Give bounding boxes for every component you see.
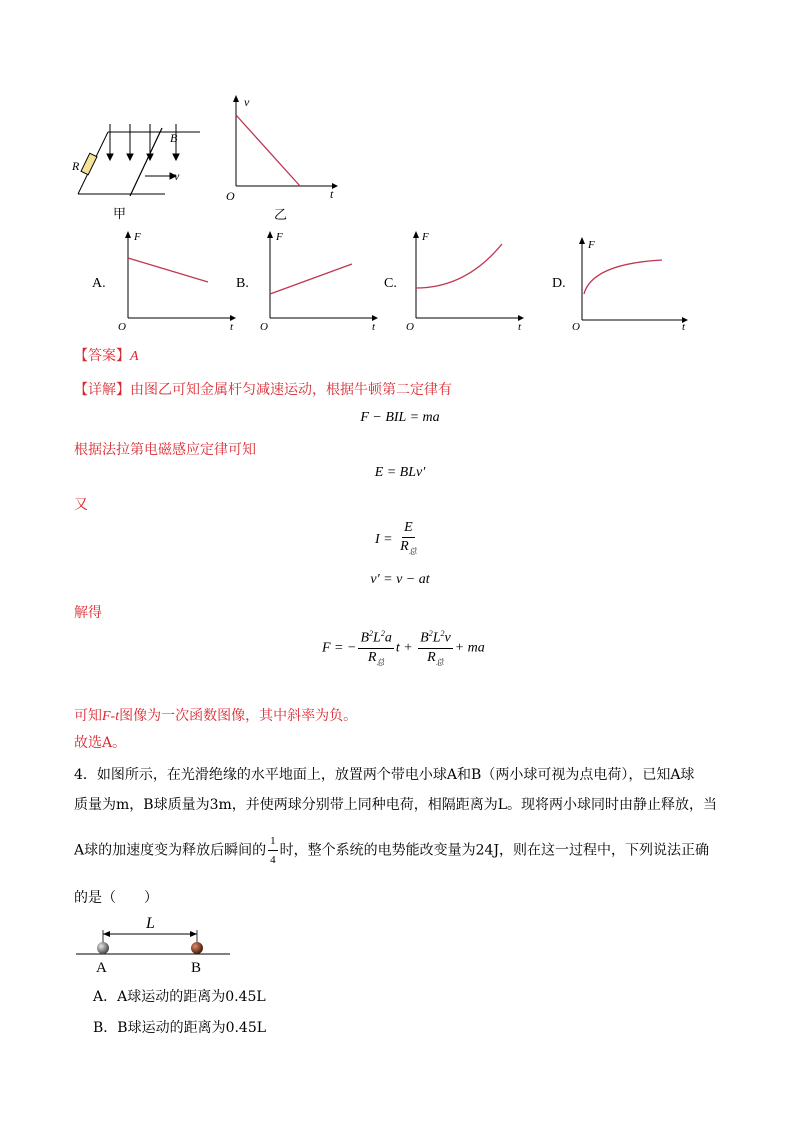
choice-a: A．A球运动的距离为0.45L	[93, 989, 266, 1005]
circuit-diagram	[70, 118, 210, 198]
question-line-4: 的是（ ）	[74, 890, 158, 906]
label-r: R	[72, 159, 80, 173]
choice-b: B．B球运动的距离为0.45L	[93, 1020, 267, 1036]
detail-choose: 故选A。	[74, 735, 127, 751]
answer-tag: 【答案】	[74, 348, 130, 364]
ball-a	[97, 942, 109, 954]
axis-v: v	[244, 95, 250, 109]
option-d-graph	[572, 234, 696, 334]
answer-line	[74, 345, 139, 365]
detail-faraday: 根据法拉第电磁感应定律可知	[74, 442, 256, 458]
option-b-letter: B.	[236, 276, 249, 291]
label-a: A	[96, 960, 107, 976]
svg-text:t: t	[682, 321, 686, 333]
question-number: 4．	[74, 767, 97, 783]
option-d	[552, 234, 702, 334]
detail-intro-line	[74, 379, 452, 399]
svg-text:O: O	[572, 321, 580, 333]
label-v: v	[174, 169, 180, 183]
option-a	[92, 228, 242, 333]
detail-intro: 由图乙可知金属杆匀减速运动，根据牛顿第二定律有	[130, 382, 452, 398]
label-ball-b: B	[191, 960, 202, 976]
svg-text:t: t	[518, 321, 522, 333]
option-a-letter: A.	[92, 276, 106, 291]
equation-newton: F − BIL = ma	[360, 410, 440, 425]
origin-o: O	[226, 189, 235, 202]
question-line-2: 质量为m，B球质量为3m，并使两球分别带上同种电荷，相隔距离为L。现将两小球同时由静止释放，当	[74, 797, 718, 813]
option-b	[236, 228, 386, 333]
figure-jia	[70, 118, 210, 222]
equation-emf: E = BLv′	[374, 465, 426, 480]
detail-solve: 解得	[74, 605, 102, 621]
svg-text:F: F	[588, 239, 595, 251]
equation-force: F = − $\frac{B^2L^2a}{R_总}$ t + $\frac{B^2L^2v}{R_总}$ + ma	[322, 626, 485, 670]
detail-also: 又	[74, 497, 88, 513]
equation-current: I = $\frac{E}{R_总}$	[375, 520, 417, 556]
figure-yi	[222, 90, 342, 223]
svg-text:O: O	[260, 321, 268, 333]
svg-text:O: O	[118, 321, 126, 333]
svg-text:F: F	[134, 231, 141, 243]
option-c	[384, 228, 534, 333]
option-a-graph	[118, 228, 242, 333]
question-line-1: 4．如图所示，在光滑绝缘的水平地面上，放置两个带电小球A和B（两小球可视为点电荷），已知A球	[74, 767, 695, 783]
option-d-letter: D.	[552, 276, 566, 291]
question-line-3: A球的加速度变为释放后瞬间的 $\frac{1}{4}$ 时，整个系统的电势能改变量为24J，则在这一过程中，下列说法正确	[74, 835, 710, 866]
label-b: B	[170, 131, 178, 145]
equation-velocity: v′ = v − at	[370, 572, 430, 587]
svg-text:t: t	[230, 321, 234, 333]
svg-text:F: F	[276, 231, 283, 243]
svg-text:O: O	[406, 321, 414, 333]
option-c-letter: C.	[384, 276, 397, 291]
caption-jia: 甲	[113, 207, 127, 222]
option-b-graph	[260, 228, 384, 333]
balls-figure	[74, 912, 234, 978]
axis-t: t	[330, 187, 334, 201]
ball-b	[191, 942, 203, 954]
svg-text:t: t	[372, 321, 376, 333]
vt-graph	[222, 90, 342, 202]
option-c-graph	[406, 228, 530, 333]
svg-text:F: F	[422, 231, 429, 243]
answer-value: A	[130, 349, 139, 364]
caption-yi: 乙	[274, 208, 288, 223]
detail-tag: 【详解】	[74, 382, 130, 398]
detail-conclusion: 可知F-t图像为一次函数图像，其中斜率为负。	[74, 708, 358, 724]
label-l: L	[146, 915, 155, 932]
